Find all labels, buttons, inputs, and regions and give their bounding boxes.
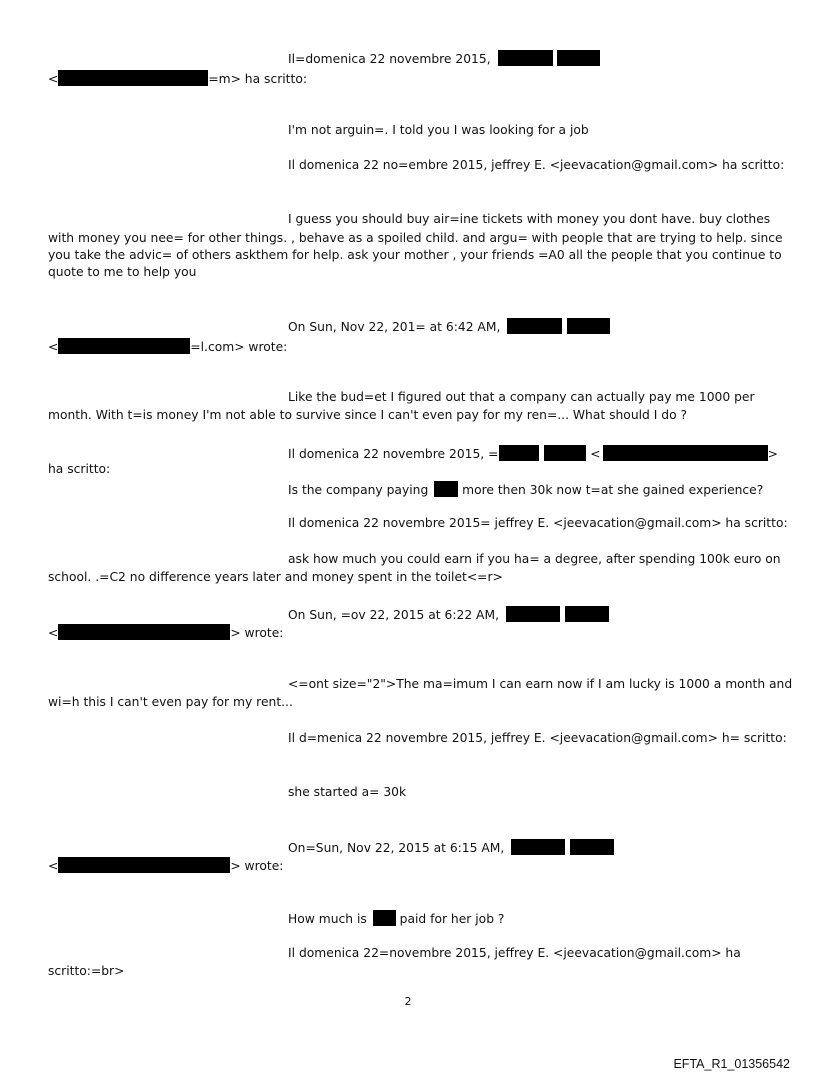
address-open: < [48,626,59,640]
email-header-line: Il domenica 22=novembre 2015, jeffrey E. <jeevacation@gmail.com> ha [288,946,741,960]
body-line: ask how much you could earn if you ha= a degree, after spending 100k euro on [288,552,781,566]
redaction-box [511,839,565,855]
redaction-box [499,445,539,461]
redaction-box [58,70,208,86]
redaction-box [58,624,230,640]
address-open: < [590,447,601,461]
body-line: with money you nee= for other things. , behave as a spoiled child. and argu= with people that are trying to help. since [48,231,783,245]
bates-number: EFTA_R1_01356542 [673,1057,790,1071]
body-line: quote to me to help you [48,265,197,279]
header-text: On Sun, =ov 22, 2015 at 6:22 AM, [288,608,499,622]
email-address-line [48,857,283,874]
body-text: paid for her job ? [399,912,505,926]
email-header-line [288,50,600,67]
body-text: Is the company paying [288,483,429,497]
email-header-line [288,839,614,856]
address-close: > wrote: [230,859,284,873]
header-text: Il=domenica 22 novembre 2015, [288,52,491,66]
page-number: 2 [404,995,412,1008]
body-line: you take the advic= of others askthem for help. ask your mother , your friends =A0 all the people that you continue to [48,248,782,262]
email-header-line: ha scritto: [48,462,111,476]
email-address-line [48,70,307,87]
body-line: <=ont size="2">The ma=imum I can earn now if I am lucky is 1000 a month and [288,677,793,691]
body-line: Like the bud=et I figured out that a company can actually pay me 1000 per [288,390,755,404]
redaction-box [570,839,614,855]
email-address-line [48,624,283,641]
address-open: < [48,72,59,86]
body-line [288,481,763,498]
body-line: I guess you should buy air=ine tickets with money you dont have. buy clothes [288,212,771,226]
body-line: school. .=C2 no difference years later and money spent in the toilet<=r> [48,570,503,584]
email-header-line: Il domenica 22 novembre 2015= jeffrey E. <jeevacation@gmail.com> ha scritto: [288,516,788,530]
address-close: > wrote: [230,626,284,640]
email-header-line [288,318,610,335]
body-line: wi=h this I can't even pay for my rent... [48,695,293,709]
email-address-line [48,338,287,355]
redaction-box [58,857,230,873]
body-line: I'm not arguin=. I told you I was looking for a job [288,123,589,137]
address-open: < [48,340,59,354]
body-line: she started a= 30k [288,785,407,799]
redaction-box [557,50,600,66]
redaction-box [565,606,609,622]
redaction-box [603,445,768,461]
header-text: On=Sun, Nov 22, 2015 at 6:15 AM, [288,841,505,855]
address-close: > [767,447,778,461]
email-header-line: Il domenica 22 no=embre 2015, jeffrey E. <jeevacation@gmail.com> ha scritto: [288,158,785,172]
address-close: =l.com> wrote: [190,340,288,354]
redaction-box [567,318,610,334]
redaction-box [498,50,553,66]
body-text: How much is [288,912,367,926]
email-header-line: Il d=menica 22 novembre 2015, jeffrey E. <jeevacation@gmail.com> h= scritto: [288,731,787,745]
email-header-line [288,606,609,623]
address-open: < [48,859,59,873]
email-header-line: scritto:=br> [48,964,125,978]
header-text: On Sun, Nov 22, 201= at 6:42 AM, [288,320,501,334]
redaction-box [58,338,190,354]
redaction-box [373,910,396,926]
redaction-box [506,606,560,622]
email-header-line [288,445,778,462]
redaction-box [434,481,458,497]
redaction-box [544,445,586,461]
body-line [288,910,504,927]
body-line: month. With t=is money I'm not able to survive since I can't even pay for my ren=... What should I do ? [48,408,688,422]
header-text: Il domenica 22 novembre 2015, = [288,447,499,461]
address-close: =m> ha scritto: [208,72,307,86]
body-text: more then 30k now t=at she gained experience? [462,483,764,497]
redaction-box [507,318,562,334]
